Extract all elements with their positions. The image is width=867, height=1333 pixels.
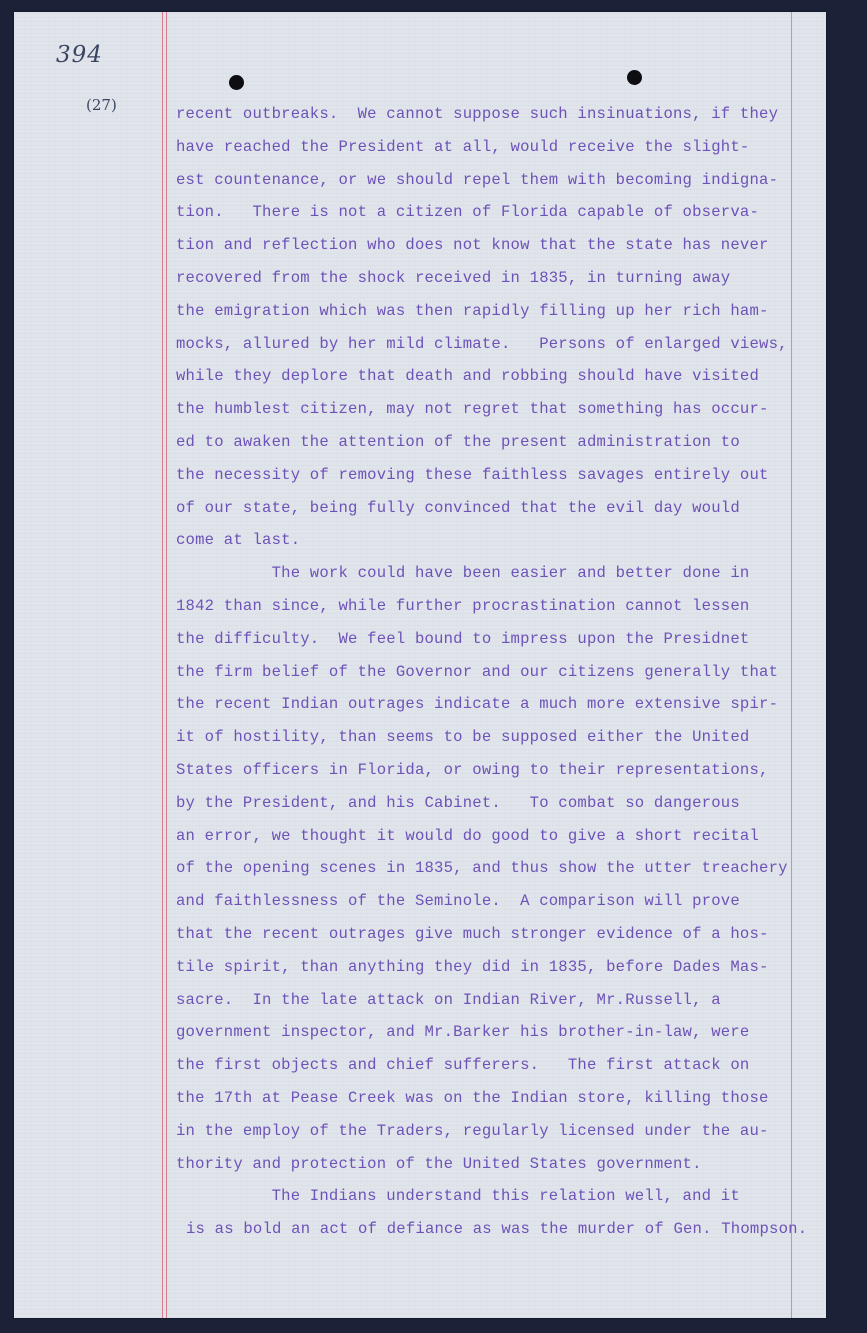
text-line: it of hostility, than seems to be supposed either the United bbox=[176, 728, 750, 747]
folio-number: 394 bbox=[56, 42, 103, 68]
text-line: States officers in Florida, or owing to their representations, bbox=[176, 761, 769, 779]
left-margin-rule bbox=[162, 12, 163, 1318]
text-line: the firm belief of the Governor and our citizens generally that bbox=[176, 662, 779, 681]
text-line: the difficulty. We feel bound to impress upon the Presidnet bbox=[176, 629, 750, 648]
text-line: tion and reflection who does not know that the state has never bbox=[176, 236, 769, 255]
text-line: the humblest citizen, may not regret that something has occur- bbox=[176, 400, 769, 419]
text-line: mocks, allured by her mild climate. Persons of enlarged views, bbox=[176, 334, 788, 353]
text-line: that the recent outrages give much stronger evidence of a hos- bbox=[176, 925, 769, 943]
text-line: The Indians understand this relation well, and it bbox=[176, 1187, 740, 1206]
punch-hole-left bbox=[229, 75, 244, 90]
text-line: The work could have been easier and better done in bbox=[176, 564, 750, 583]
text-line: have reached the President at all, would receive the slight- bbox=[176, 137, 750, 156]
text-line: ed to awaken the attention of the present administration to bbox=[176, 433, 740, 451]
text-line: government inspector, and Mr.Barker his brother-in-law, were bbox=[176, 1023, 750, 1042]
right-margin-rule bbox=[791, 12, 792, 1318]
text-line: est countenance, or we should repel them with becoming indigna- bbox=[176, 170, 779, 189]
text-line: of our state, being fully convinced that the evil day would bbox=[176, 498, 740, 517]
punch-hole-right bbox=[627, 70, 642, 85]
document-page bbox=[14, 12, 826, 1318]
text-line: come at last. bbox=[176, 531, 301, 550]
text-line: of the opening scenes in 1835, and thus show the utter treachery bbox=[176, 859, 788, 878]
text-line: by the President, and his Cabinet. To combat so dangerous bbox=[176, 793, 740, 812]
text-line: tile spirit, than anything they did in 1835, before Dades Mas- bbox=[176, 957, 769, 976]
text-line: tion. There is not a citizen of Florida capable of observa- bbox=[176, 203, 760, 222]
text-line: an error, we thought it would do good to give a short recital bbox=[176, 826, 760, 845]
text-line: the recent Indian outrages indicate a much more extensive spir- bbox=[176, 695, 779, 714]
text-line: recovered from the shock received in 1835, in turning away bbox=[176, 269, 731, 287]
text-line: the 17th at Pease Creek was on the Indian store, killing those bbox=[176, 1089, 769, 1107]
text-line: sacre. In the late attack on Indian River, Mr.Russell, a bbox=[176, 990, 721, 1009]
text-line: the necessity of removing these faithless savages entirely out bbox=[176, 465, 769, 484]
text-line: 1842 than since, while further procrastination cannot lessen bbox=[176, 597, 750, 615]
text-line: while they deplore that death and robbing should have visited bbox=[176, 367, 760, 386]
page-number: (27) bbox=[86, 96, 117, 114]
text-line: in the employ of the Traders, regularly licensed under the au- bbox=[176, 1121, 769, 1140]
text-line: the first objects and chief sufferers. The first attack on bbox=[176, 1056, 750, 1075]
text-line: the emigration which was then rapidly filling up her rich ham- bbox=[176, 301, 769, 320]
text-line: is as bold an act of defiance as was the murder of Gen. Thompson. bbox=[186, 1220, 808, 1239]
text-line: recent outbreaks. We cannot suppose such insinuations, if they bbox=[176, 105, 779, 123]
text-line: thority and protection of the United States government. bbox=[176, 1154, 702, 1173]
text-line: and faithlessness of the Seminole. A comparison will prove bbox=[176, 892, 740, 911]
left-margin-rule-inner bbox=[166, 12, 167, 1318]
